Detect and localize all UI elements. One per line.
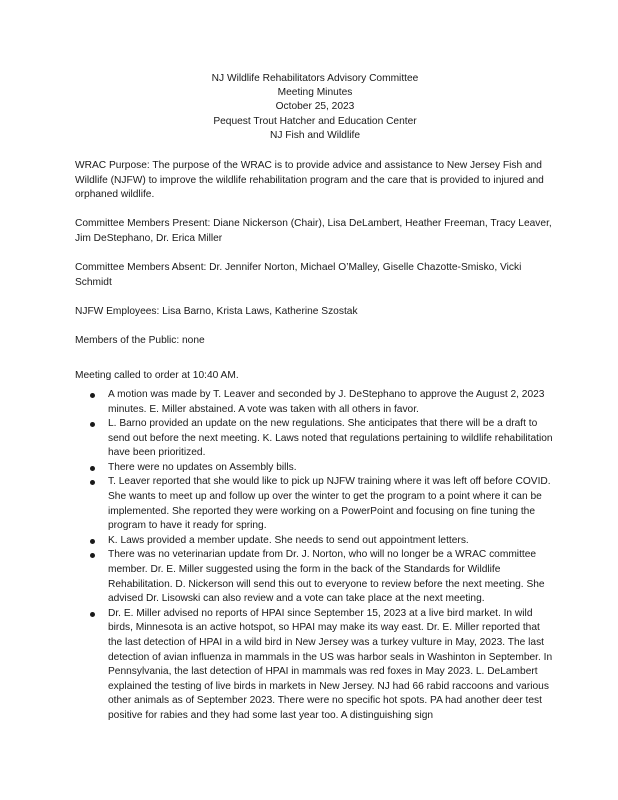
bullet-icon — [90, 553, 95, 558]
bullet-icon — [90, 612, 95, 617]
list-item-text: Dr. E. Miller advised no reports of HPAI since September 15, 2023 at a live bird market. In wild birds, Minnesota is an active hotspot, so HPAI may make its way east. Dr. E. Miller reported that the last detection of HPAI in a wild bird in New Jersey was a turkey vulture in May, 2023. The last detection of avian influenza in mammals in the US was harbor seals in Washinton in September. In Pennsylvania, the last detection of HPAI in mammals was red foxes in May 2023. L. DeLambert explained the testing of live birds in markets in New Jersey. NJ had 66 rabid raccoons and various other animals as of September 2023. There were no specific hot spots. PA had another deer test positive for rabies and they had some last year too. A distinguishing sign — [108, 607, 553, 721]
members-absent-paragraph: Committee Members Absent: Dr. Jennifer Norton, Michael O’Malley, Giselle Chazotte-Smisko, Vicki Schmidt — [75, 262, 522, 288]
bullet-icon — [90, 466, 95, 471]
public-paragraph: Members of the Public: none — [75, 335, 205, 347]
members-present-paragraph: Committee Members Present: Diane Nickerson (Chair), Lisa DeLambert, Heather Freeman, Tracy Leaver, Jim DeStephano, Dr. Erica Miller — [75, 218, 552, 244]
list-item — [75, 417, 555, 461]
employees-paragraph: NJFW Employees: Lisa Barno, Krista Laws, Katherine Szostak — [75, 305, 358, 317]
header-doc-type: Meeting Minutes — [277, 87, 353, 99]
list-item — [75, 534, 555, 549]
minutes-page — [75, 72, 555, 724]
list-item — [75, 388, 555, 417]
bullet-icon — [90, 480, 95, 485]
header-committee-name: NJ Wildlife Rehabilitators Advisory Committee — [211, 73, 419, 84]
list-item-text: A motion was made by T. Leaver and seconded by J. DeStephano to approve the August 2, 2023 minutes. E. Miller abstained. A vote was taken with all others in favor. — [108, 388, 545, 415]
list-item-text: L. Barno provided an update on the new regulations. She anticipates that there will be a draft to send out before the next meeting. K. Laws noted that regulations pertaining to wildlife rehabilitation have been prioritized. — [108, 418, 553, 459]
list-item — [75, 475, 555, 533]
header-agency: NJ Fish and Wildlife — [269, 129, 361, 141]
call-to-order: Meeting called to order at 10:40 AM. — [75, 370, 239, 382]
list-item — [75, 461, 555, 476]
list-item-text: K. Laws provided a member update. She needs to send out appointment letters. — [108, 534, 469, 546]
minutes-items-list — [75, 388, 555, 724]
document-header — [75, 72, 555, 143]
list-item — [75, 607, 555, 724]
purpose-paragraph: WRAC Purpose: The purpose of the WRAC is to provide advice and assistance to New Jersey Fish and Wildlife (NJFW) to improve the wildlife rehabilitation program and the care that is provided to injured and orphaned wildlife. — [75, 160, 544, 201]
header-date: October 25, 2023 — [275, 101, 355, 113]
list-item-text: There was no veterinarian update from Dr. J. Norton, who will no longer be a WRAC committee member. Dr. E. Miller suggested using the form in the back of the Standards for Wildlife Rehabilitation. D. Nickerson will send this out to everyone to review before the next meeting. She advised Dr. Lisowski can also review and a vote can take place at the next meeting. — [108, 549, 545, 605]
list-item-text: There were no updates on Assembly bills. — [108, 461, 297, 473]
bullet-icon — [90, 539, 95, 544]
list-item-text: T. Leaver reported that she would like to pick up NJFW training where it was left off before COVID. She wants to meet up and follow up over the winter to get the program to a point where it can be implemented. She reported they were working on a PowerPoint and focusing on fine tuning the program to have it ready for spring. — [108, 476, 551, 532]
bullet-icon — [90, 422, 95, 427]
header-location: Pequest Trout Hatcher and Education Center — [213, 115, 417, 127]
list-item — [75, 548, 555, 606]
bullet-icon — [90, 393, 95, 398]
